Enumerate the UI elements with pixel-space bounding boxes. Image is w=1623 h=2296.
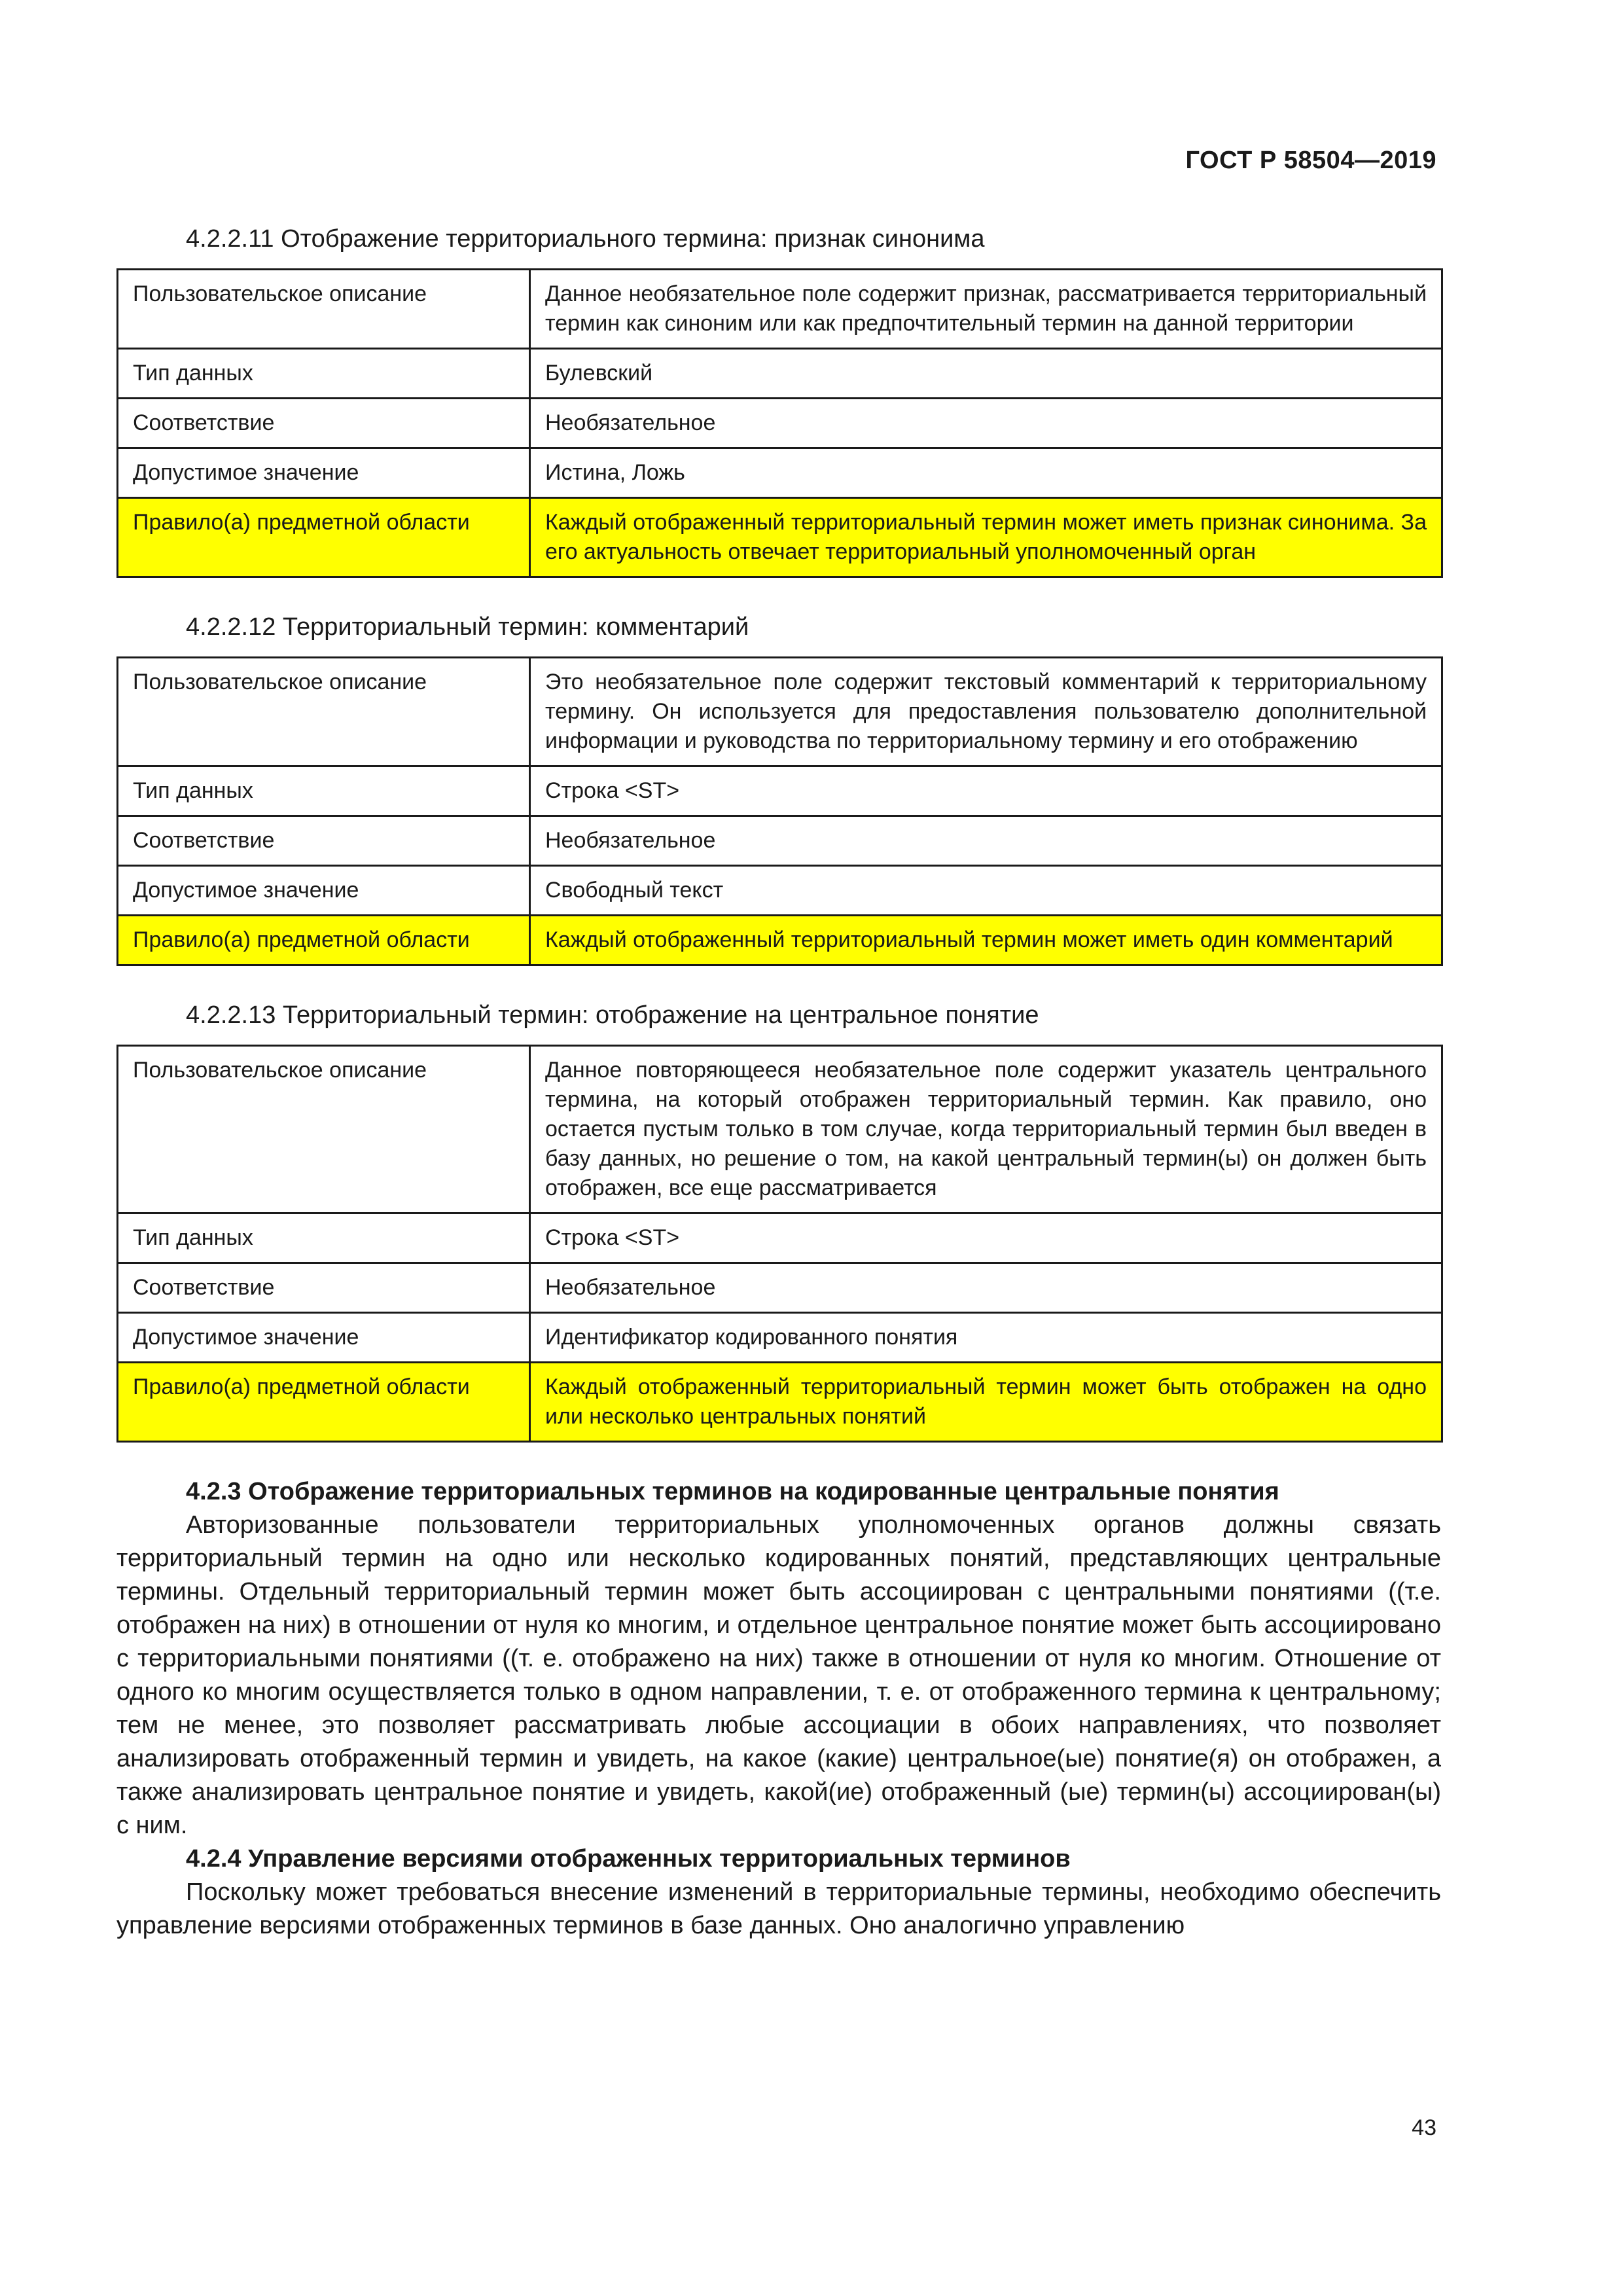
table-row-highlighted (118, 1363, 1442, 1442)
table-row (118, 349, 1442, 399)
row-label: Правило(а) предметной области (118, 1363, 530, 1442)
attribute-table (116, 268, 1443, 578)
table-row-highlighted (118, 498, 1442, 577)
table-row-highlighted (118, 916, 1442, 965)
row-value: Каждый отображенный территориальный термин может иметь признак синонима. За его актуальность отвечает территориальный уполномоченный орган (530, 498, 1442, 577)
table-row (118, 866, 1442, 916)
row-value: Данное необязательное поле содержит признак, рассматривается территориальный термин как синоним или как предпочтительный термин на данной территории (530, 270, 1442, 349)
row-value: Необязательное (530, 816, 1442, 866)
row-value: Каждый отображенный территориальный термин может быть отображен на одно или несколько центральных понятий (530, 1363, 1442, 1442)
row-label: Тип данных (118, 766, 530, 816)
table-row (118, 1313, 1442, 1363)
table-row (118, 1213, 1442, 1263)
page-number: 43 (1412, 2115, 1436, 2140)
attribute-table (116, 656, 1443, 966)
row-value: Булевский (530, 349, 1442, 399)
row-value: Данное повторяющееся необязательное поле содержит указатель центрального термина, на который отображен территориальный термин. Как правило, оно остается пустым только в том случае, когда территориальный термин был введен в базу данных, но решение о том, на какой центральный термин(ы) он должен быть отображен, все еще рассматривается (530, 1046, 1442, 1213)
attribute-table (116, 1045, 1443, 1443)
subsection-heading: 4.2.3 Отображение территориальных терминов на кодированные центральные понятия (186, 1478, 1279, 1505)
row-value: Строка <ST> (530, 1213, 1442, 1263)
table-row (118, 1263, 1442, 1313)
row-value: Строка <ST> (530, 766, 1442, 816)
row-label: Допустимое значение (118, 1313, 530, 1363)
table-row (118, 448, 1442, 498)
table-row (118, 270, 1442, 349)
row-value: Необязательное (530, 399, 1442, 448)
row-label: Соответствие (118, 399, 530, 448)
table-row (118, 766, 1442, 816)
row-label: Соответствие (118, 816, 530, 866)
row-value: Истина, Ложь (530, 448, 1442, 498)
row-label: Пользовательское описание (118, 1046, 530, 1213)
row-label: Допустимое значение (118, 866, 530, 916)
row-value: Идентификатор кодированного понятия (530, 1313, 1442, 1363)
row-label: Правило(а) предметной области (118, 498, 530, 577)
table-row (118, 658, 1442, 766)
body-paragraph: Авторизованные пользователи территориальных уполномоченных органов должны связать территориальный термин на одно или несколько кодированных понятий, представляющих центральные термины. Отдельный территориальный термин может быть ассоциирован с центральными понятиями ((т.е. отображен на них) в отношении от нуля ко многим, и отдельное центральное понятие может быть ассоциировано с территориальными понятиями ((т. е. отображено на них) также в отношении от нуля ко многим. Отношение от одного ко многим осуществляется только в одном направлении, т. е. от отображенного термина к центральному; тем не менее, это позволяет рассматривать любые ассоциации в обоих направлениях, что позволяет анализировать отображенный термин и увидеть, на какое (какие) центральное(ые) понятие(я) он отображен, а также анализировать центральное понятие и увидеть, какой(ие) отображенный (ые) термин(ы) ассоциирован(ы) с ним. (116, 1511, 1441, 1839)
row-label: Соответствие (118, 1263, 530, 1313)
row-label: Тип данных (118, 349, 530, 399)
section-title: 4.2.2.12 Территориальный термин: комментарий (186, 613, 749, 641)
section-title: 4.2.2.13 Территориальный термин: отображение на центральное понятие (186, 1001, 1039, 1029)
row-value: Каждый отображенный территориальный термин может иметь один комментарий (530, 916, 1442, 965)
row-value: Это необязательное поле содержит текстовый комментарий к территориальному термину. Он используется для предоставления пользователю дополнительной информации и руководства по территориальному термину и его отображению (530, 658, 1442, 766)
body-paragraph: Поскольку может требоваться внесение изменений в территориальные термины, необходимо обеспечить управление версиями отображенных терминов в базе данных. Оно аналогично управлению (116, 1878, 1441, 1939)
page-content (116, 223, 1441, 1943)
row-value: Необязательное (530, 1263, 1442, 1313)
row-label: Пользовательское описание (118, 270, 530, 349)
subsection-heading: 4.2.4 Управление версиями отображенных территориальных терминов (186, 1845, 1071, 1873)
table-row (118, 816, 1442, 866)
section-title: 4.2.2.11 Отображение территориального термина: признак синонима (186, 225, 985, 253)
row-value: Свободный текст (530, 866, 1442, 916)
table-row (118, 399, 1442, 448)
row-label: Допустимое значение (118, 448, 530, 498)
row-label: Правило(а) предметной области (118, 916, 530, 965)
table-row (118, 1046, 1442, 1213)
row-label: Тип данных (118, 1213, 530, 1263)
row-label: Пользовательское описание (118, 658, 530, 766)
document-code: ГОСТ Р 58504—2019 (1185, 147, 1436, 174)
